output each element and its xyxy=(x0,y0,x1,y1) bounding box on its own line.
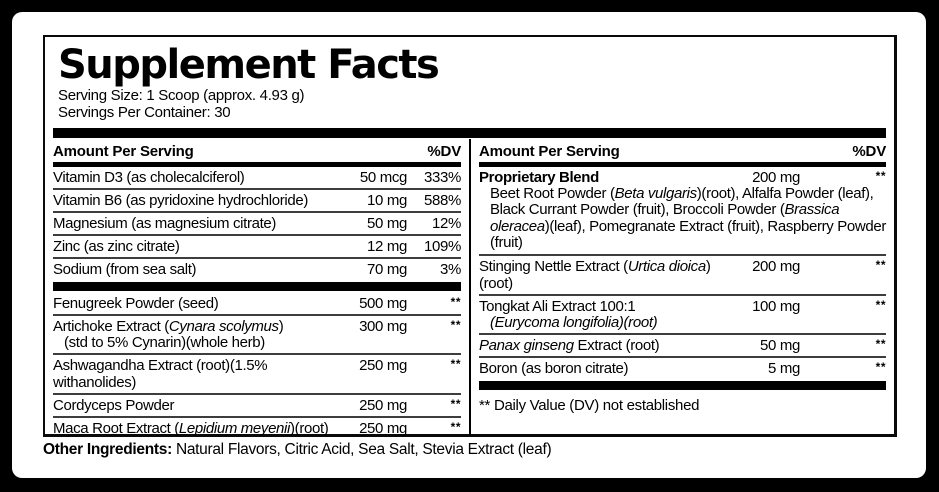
ingredient-detail: Beet Root Powder (Beta vulgaris)(root), Alfalfa Powder (leaf), Black Currant Powder (fruit), Broccoli Powder (Brassica oleracea)(leaf), Pomegranate Extract (fruit), Raspberry Powder (fruit) xyxy=(490,184,886,252)
ingredient-name: Fenugreek Powder (seed) xyxy=(53,294,219,312)
ingredient-amount: 12 mg xyxy=(367,237,407,255)
page-title: Supplement Facts xyxy=(58,42,439,88)
ingredient-name: Panax ginseng Extract (root) xyxy=(479,337,660,355)
ingredient-name: Zinc (as zinc citrate) xyxy=(53,237,180,255)
ingredient-dv: ** xyxy=(875,297,886,312)
ingredient-amount: 50 mg xyxy=(367,214,407,232)
right-column-header xyxy=(479,139,886,167)
supplement-facts-panel xyxy=(43,35,897,437)
ingredient-amount: 5 mg xyxy=(768,360,800,378)
ingredient-name: Maca Root Extract (Lepidium meyenii)(root) xyxy=(53,420,329,438)
ingredient-row xyxy=(479,333,886,356)
other-ingredients xyxy=(43,441,551,459)
ingredient-amount: 50 mg xyxy=(760,337,800,355)
dv-footnote: ** Daily Value (DV) not established xyxy=(479,397,700,415)
left-column xyxy=(45,139,469,438)
ingredient-dv: ** xyxy=(450,397,461,412)
right-ingredient-rows xyxy=(479,167,886,415)
ingredient-row xyxy=(53,167,461,188)
ingredient-dv: 333% xyxy=(424,168,461,186)
ingredient-dv: ** xyxy=(875,257,886,272)
other-ingredients-label: Other Ingredients: xyxy=(43,441,172,458)
ingredient-row xyxy=(479,167,886,254)
ingredient-dv: 109% xyxy=(424,237,461,255)
ingredient-amount: 250 mg xyxy=(359,397,407,415)
ingredient-row xyxy=(53,393,461,416)
ingredient-row xyxy=(479,356,886,379)
ingredient-amount: 200 mg xyxy=(752,257,800,275)
amount-per-serving-header: Amount Per Serving xyxy=(53,142,194,160)
ingredient-dv: ** xyxy=(875,360,886,375)
dv-header: %DV xyxy=(852,142,886,160)
ingredient-row xyxy=(53,314,461,354)
ingredient-name: Stinging Nettle Extract (Urtica dioica)(root) xyxy=(479,257,711,292)
ingredient-row xyxy=(53,257,461,280)
ingredient-name: Cordyceps Powder xyxy=(53,397,175,415)
dv-header: %DV xyxy=(427,142,461,160)
ingredient-amount: 300 mg xyxy=(359,317,407,335)
ingredient-row xyxy=(53,188,461,211)
ingredient-row xyxy=(53,211,461,234)
ingredient-name: Ashwagandha Extract (root)(1.5% withanolides) xyxy=(53,357,268,392)
ingredient-name: Artichoke Extract (Cynara scolymus) xyxy=(53,317,284,335)
ingredient-name: Proprietary Blend xyxy=(479,168,599,186)
ingredient-detail: (Eurycoma longifolia)(root) xyxy=(490,313,658,331)
ingredient-amount: 250 mg xyxy=(359,357,407,375)
left-column-header xyxy=(53,139,461,167)
ingredient-name: Sodium (from sea salt) xyxy=(53,260,197,278)
other-ingredients-text: Natural Flavors, Citric Acid, Sea Salt, Stevia Extract (leaf) xyxy=(171,441,552,458)
left-ingredient-rows xyxy=(53,167,461,440)
ingredient-row xyxy=(479,254,886,294)
ingredient-name: Boron (as boron citrate) xyxy=(479,360,629,378)
servings-per-container-text: Servings Per Container: 30 xyxy=(58,104,231,122)
ingredient-dv: 588% xyxy=(424,191,461,209)
section-divider-bar xyxy=(479,381,886,390)
ingredient-amount: 50 mcg xyxy=(359,168,407,186)
ingredient-row xyxy=(479,294,886,334)
ingredient-dv: ** xyxy=(875,337,886,352)
ingredient-dv: ** xyxy=(450,317,461,332)
amount-per-serving-header: Amount Per Serving xyxy=(479,142,620,160)
top-divider-bar xyxy=(53,128,886,138)
ingredient-name: Vitamin B6 (as pyridoxine hydrochloride) xyxy=(53,191,309,209)
ingredient-name: Tongkat Ali Extract 100:1 xyxy=(479,297,636,315)
ingredient-amount: 10 mg xyxy=(367,191,407,209)
ingredient-dv: ** xyxy=(450,357,461,372)
ingredient-amount: 70 mg xyxy=(367,260,407,278)
ingredient-row xyxy=(53,234,461,257)
right-column xyxy=(471,139,894,434)
ingredient-row xyxy=(53,416,461,439)
ingredient-row xyxy=(53,293,461,314)
ingredient-dv: ** xyxy=(875,168,886,183)
ingredient-amount: 100 mg xyxy=(752,297,800,315)
label-background xyxy=(12,12,926,478)
ingredient-amount: 250 mg xyxy=(359,420,407,438)
ingredient-dv: ** xyxy=(450,294,461,309)
ingredient-amount: 200 mg xyxy=(752,168,800,186)
serving-size-text: Serving Size: 1 Scoop (approx. 4.93 g) xyxy=(58,87,305,104)
facts-columns xyxy=(45,139,894,438)
ingredient-row xyxy=(53,353,461,393)
ingredient-dv: 12% xyxy=(432,214,461,232)
ingredient-dv: ** xyxy=(450,420,461,435)
ingredient-amount: 500 mg xyxy=(359,294,407,312)
ingredient-name: Magnesium (as magnesium citrate) xyxy=(53,214,277,232)
facts-header xyxy=(45,37,894,127)
section-divider-bar xyxy=(53,282,461,291)
ingredient-dv: 3% xyxy=(440,260,461,278)
ingredient-detail: (std to 5% Cynarin)(whole herb) xyxy=(64,333,265,351)
ingredient-name: Vitamin D3 (as cholecalciferol) xyxy=(53,168,245,186)
